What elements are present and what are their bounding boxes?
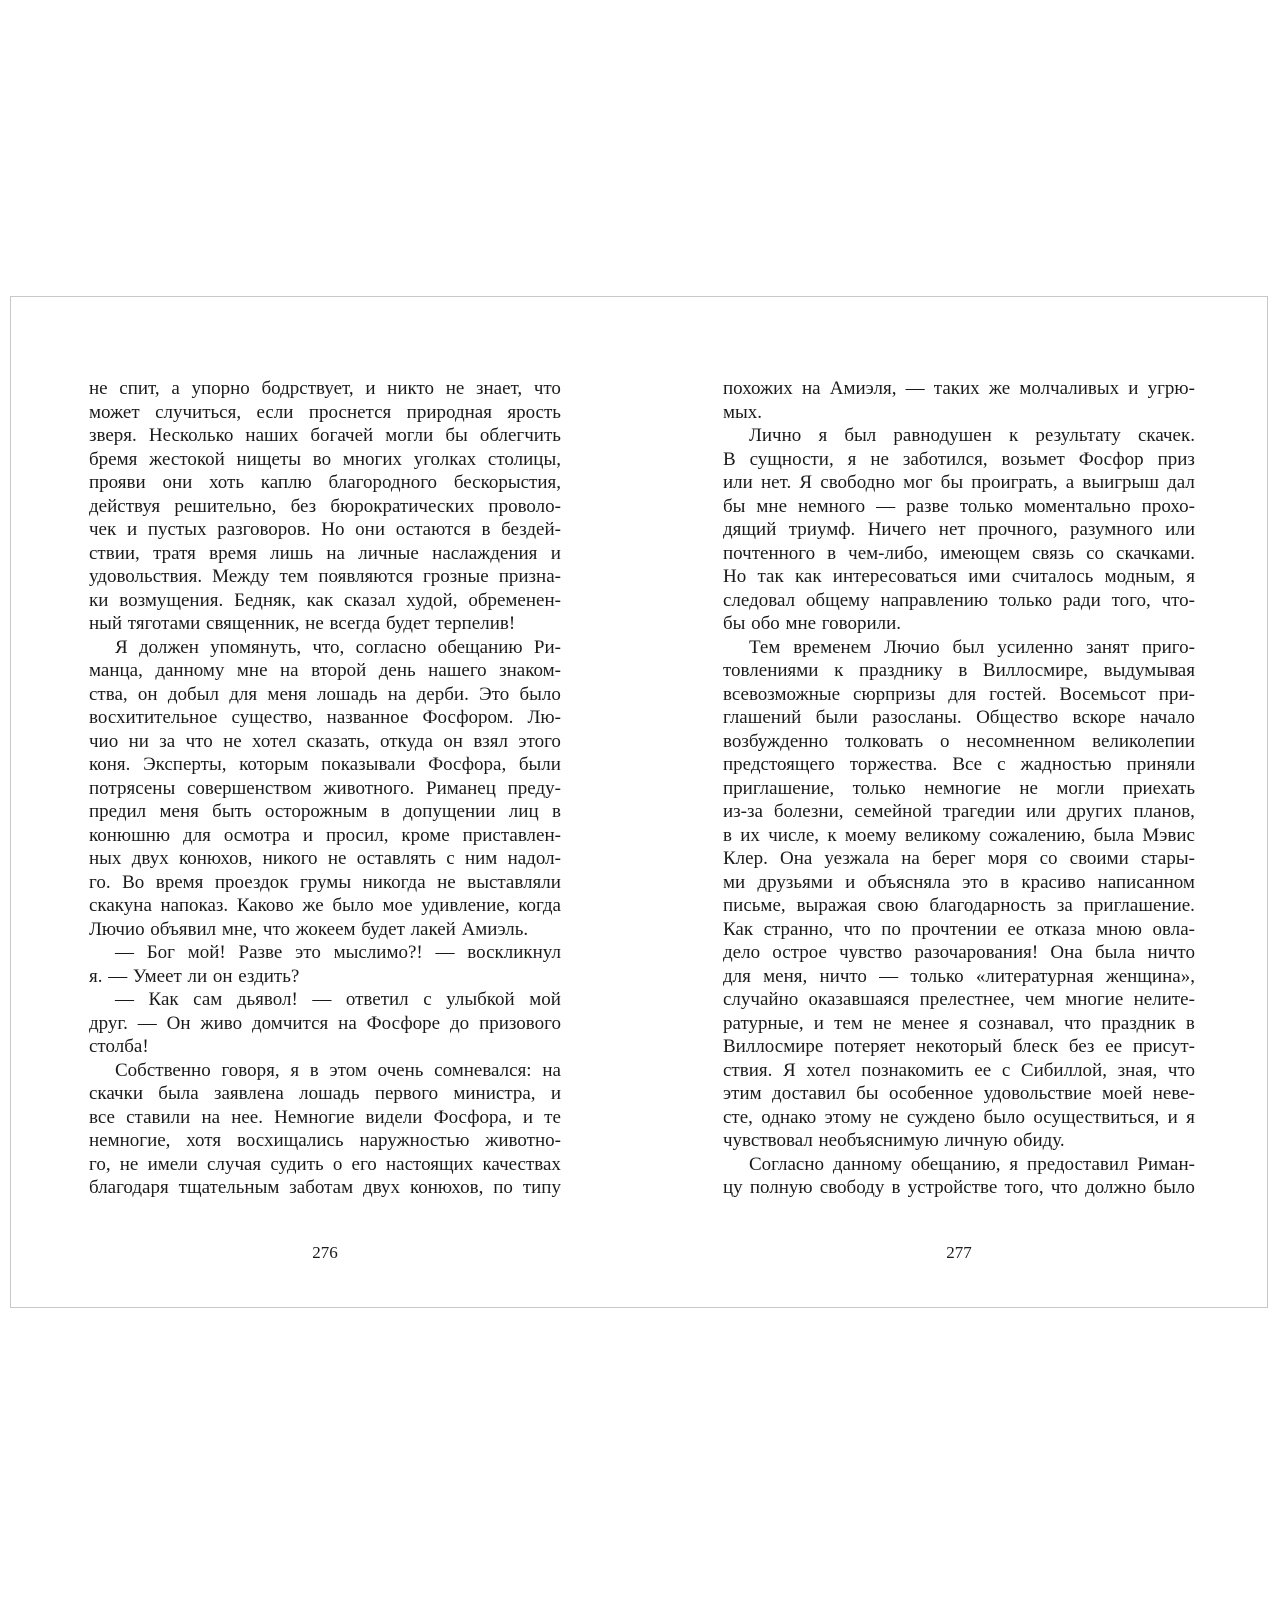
text-line: всевозможные сюрпризы для гостей. Восемьсот при- bbox=[723, 683, 1195, 705]
text-line: почтенного в чем-либо, имеющем связь со скачками. bbox=[723, 542, 1195, 564]
text-line: Собственно говоря, я в этом очень сомневался: на bbox=[115, 1059, 561, 1081]
text-line: ный тяготами священник, не всегда будет терпелив! bbox=[89, 613, 516, 634]
text-line: зверя. Несколько наших богачей могли бы облегчить bbox=[89, 425, 561, 446]
text-line: Виллосмире потеряет некоторый блеск без ее присут- bbox=[723, 1036, 1195, 1057]
text-line: бы обо мне говорили. bbox=[723, 613, 902, 634]
right-page-number: 277 bbox=[946, 1243, 972, 1262]
text-line: письме, выражая свою благодарность за приглашение. bbox=[723, 895, 1195, 916]
text-line: немногие, хотя восхищались наружностью животно- bbox=[89, 1130, 561, 1151]
text-line: ки возмущения. Бедняк, как сказал худой, обременен- bbox=[89, 589, 561, 611]
text-line: я. — Умеет ли он ездить? bbox=[89, 965, 300, 987]
text-line: чувствовал необъяснимую личную обиду. bbox=[723, 1130, 1065, 1151]
text-line: дящий триумф. Ничего нет прочного, разумного или bbox=[723, 519, 1195, 540]
text-line: удовольствия. Между тем появляются грозные призна- bbox=[89, 566, 561, 587]
text-line: действуя решительно, без бюрократических проволо- bbox=[89, 495, 561, 517]
text-line: похожих на Амиэля, — таких же молчаливых и угрю- bbox=[723, 378, 1195, 399]
text-line: го. Во время проездок грумы никогда не выставляли bbox=[89, 871, 561, 893]
left-page-number: 276 bbox=[312, 1243, 338, 1262]
text-line: случайно оказавшаяся прелестнее, чем многие нелите- bbox=[723, 989, 1195, 1010]
text-line: предил меня быть осторожным в допущении лиц в bbox=[89, 801, 561, 822]
text-line: Как странно, что по прочтении ее отказа мною овла- bbox=[723, 918, 1195, 940]
text-line: го, не имели случая судить о его настоящих качествах bbox=[89, 1153, 561, 1175]
text-line: — Бог мой! Разве это мыслимо?! — воскликнул bbox=[115, 942, 561, 963]
text-line: скачки была заявлена лошадь первого министра, и bbox=[89, 1083, 561, 1104]
text-line: Но так как интересоваться ими считалось модным, я bbox=[723, 566, 1195, 587]
text-line: бы мне немного — разве только моментально прохо- bbox=[723, 495, 1195, 517]
text-line: товлениями к празднику в Виллосмире, выдумывая bbox=[723, 660, 1195, 681]
text-line: ствия. Я хотел познакомить ее с Сибиллой, зная, что bbox=[723, 1059, 1195, 1081]
text-line: манца, данному мне на второй день нашего знаком- bbox=[89, 660, 561, 681]
text-line: ных двух конюхов, никого не оставлять с ним надол- bbox=[89, 848, 561, 869]
text-line: Клер. Она уезжала на берег моря со своими стары- bbox=[723, 848, 1195, 869]
text-line: чио ни за что не хотел сказать, откуда он взял этого bbox=[89, 730, 561, 752]
text-line: потрясены совершенством животного. Риманец преду- bbox=[89, 777, 561, 799]
text-line: предстоящего торжества. Все с жадностью приняли bbox=[723, 754, 1195, 775]
text-line: дело острое чувство разочарования! Она была ничто bbox=[723, 942, 1195, 963]
text-line: друг. — Он живо домчится на Фосфоре до призового bbox=[89, 1012, 561, 1034]
text-line: — Как сам дьявол! — ответил с улыбкой мой bbox=[115, 989, 561, 1010]
text-line: В сущности, я не заботился, возьмет Фосфор приз bbox=[723, 448, 1195, 470]
text-line: возбужденно толковать о несомненном великолепии bbox=[723, 730, 1195, 752]
book-spread bbox=[10, 296, 1268, 1308]
text-line: все ставили на нее. Немногие видели Фосфора, и те bbox=[89, 1106, 561, 1128]
left-page-text bbox=[89, 377, 561, 1200]
text-line: столба! bbox=[89, 1036, 149, 1057]
text-line: Согласно данному обещанию, я предоставил Риман- bbox=[749, 1153, 1195, 1175]
text-line: ства, он добыл для меня лошадь на дерби. Это было bbox=[89, 683, 561, 705]
text-line: благодаря тщательным заботам двух конюхов, по типу bbox=[89, 1177, 561, 1198]
text-line: ратурные, и тем не менее я сознавал, что праздник в bbox=[723, 1012, 1195, 1034]
text-line: чек и пустых разговоров. Но они остаются в бездей- bbox=[89, 519, 561, 540]
text-line: восхитительное существо, названное Фосфором. Лю- bbox=[89, 707, 561, 728]
text-line: Я должен упомянуть, что, согласно обещанию Ри- bbox=[115, 636, 561, 658]
text-line: Тем временем Лючио был усиленно занят приго- bbox=[749, 636, 1195, 658]
text-line: может случиться, если проснется природная ярость bbox=[89, 401, 561, 423]
text-line: Лючио объявил мне, что жокеем будет лакей Амиэль. bbox=[89, 918, 529, 940]
text-line: Лично я был равнодушен к результату скачек. bbox=[749, 425, 1195, 446]
text-line: коня. Эксперты, которым показывали Фосфора, были bbox=[89, 754, 561, 775]
right-page-text bbox=[723, 377, 1195, 1200]
text-line: глашений были разосланы. Общество вскоре начало bbox=[723, 707, 1195, 728]
text-line: мых. bbox=[723, 401, 763, 423]
text-line: сте, однако этому не суждено было осуществиться, и я bbox=[723, 1106, 1195, 1128]
text-line: для меня, ничто — только «литературная женщина», bbox=[723, 965, 1195, 987]
text-line: ми друзьями и объясняла это в красиво написанном bbox=[723, 871, 1195, 893]
text-line: прояви они хоть каплю благородного бескорыстия, bbox=[89, 472, 561, 493]
text-line: этим доставил бы особенное удовольствие моей неве- bbox=[723, 1083, 1195, 1104]
text-line: ствии, тратя время лишь на личные наслаждения и bbox=[89, 542, 561, 564]
text-line: из-за болезни, семейной трагедии или других планов, bbox=[723, 801, 1195, 822]
text-line: приглашение, только немногие не могли приехать bbox=[723, 777, 1195, 799]
text-line: не спит, а упорно бодрствует, и никто не знает, что bbox=[89, 378, 561, 399]
text-line: скакуна напоказ. Каково же было мое удивление, когда bbox=[89, 895, 561, 916]
text-line: или нет. Я свободно мог бы проиграть, а выигрыш дал bbox=[723, 472, 1195, 493]
text-line: бремя жестокой нищеты во многих уголках столицы, bbox=[89, 448, 561, 470]
text-line: следовал общему направлению только ради того, что- bbox=[723, 589, 1195, 611]
text-line: конюшню для осмотра и просил, кроме приставлен- bbox=[89, 824, 561, 846]
text-line: в их числе, к моему великому сожалению, была Мэвис bbox=[723, 824, 1195, 846]
text-line: цу полную свободу в устройстве того, что должно было bbox=[723, 1177, 1195, 1198]
